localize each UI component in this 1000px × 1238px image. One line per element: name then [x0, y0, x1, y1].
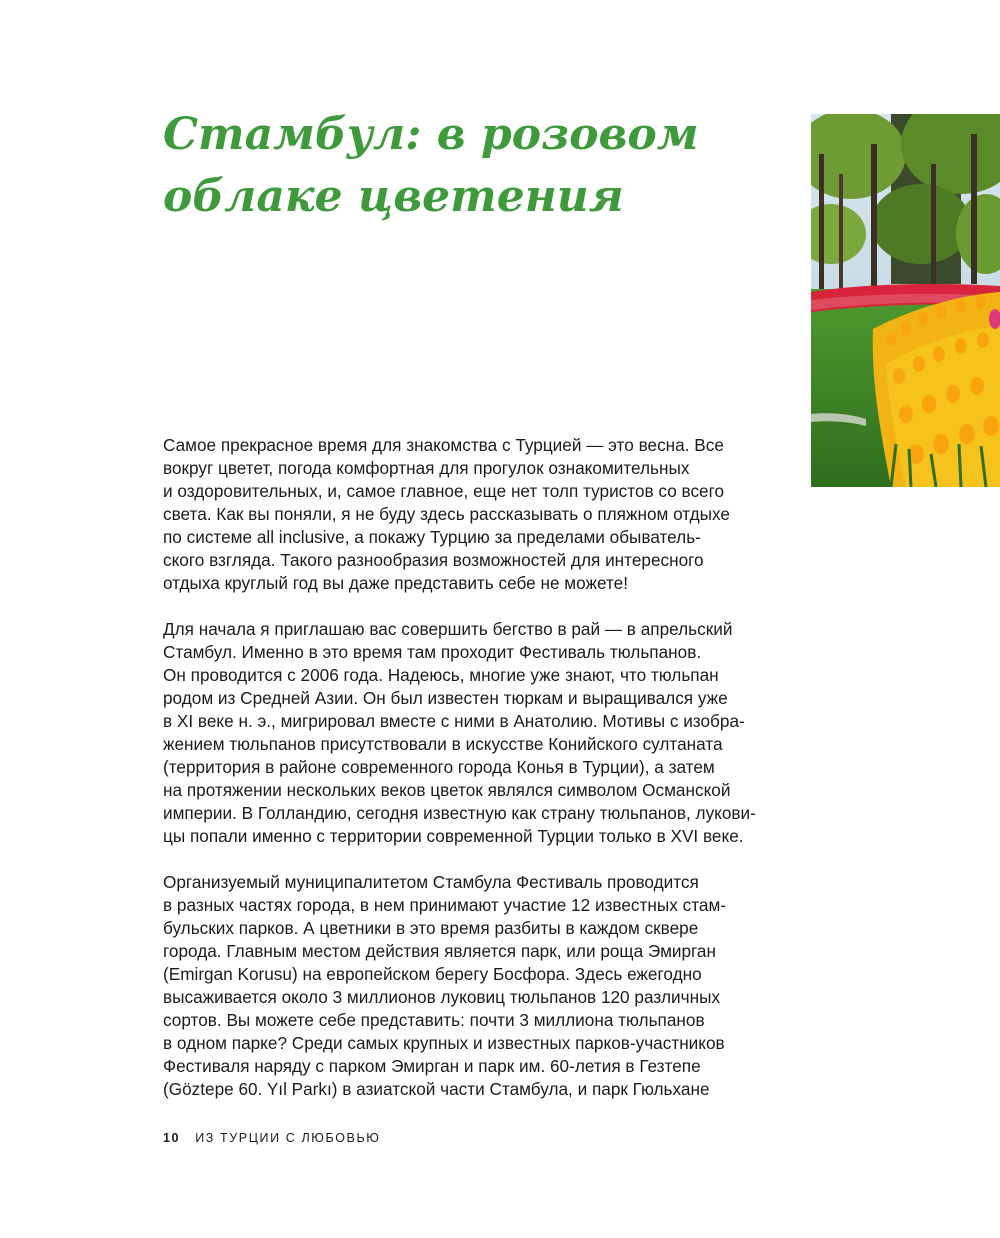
text-line: Организуемый муниципалитетом Стамбула Фестиваль проводится	[163, 872, 699, 892]
text-line: бульских парков. А цветники в это время разбиты в каждом сквере	[163, 918, 699, 938]
page-footer	[163, 1131, 380, 1145]
text-line: империи. В Голландию, сегодня известную как страну тюльпанов, лукови-	[163, 803, 756, 823]
text-line: города. Главным местом действия является парк, или роща Эмирган	[163, 941, 716, 961]
text-line: Стамбул. Именно в это время там проходит Фестиваль тюльпанов.	[163, 642, 702, 662]
text-line: родом из Средней Азии. Он был известен тюркам и выращивался уже	[163, 688, 728, 708]
text-line: (Emirgan Korusu) на европейском берегу Босфора. Здесь ежегодно	[163, 964, 702, 984]
text-line: Фестиваля наряду с парком Эмирган и парк им. 60-летия в Гезтепе	[163, 1056, 701, 1076]
text-line: света. Как вы поняли, я не буду здесь рассказывать о пляжном отдыхе	[163, 504, 730, 524]
text-line: на протяжении нескольких веков цветок являлся символом Османской	[163, 780, 731, 800]
chapter-title-line-1: Стамбул: в розовом	[163, 109, 699, 160]
text-line: (территория в районе современного города Конья в Турции), а затем	[163, 757, 715, 777]
chapter-title	[163, 104, 763, 228]
text-line: и оздоровительных, и, самое главное, еще нет толп туристов со всего	[163, 481, 725, 501]
text-line: вокруг цветет, погода комфортная для прогулок ознакомительных	[163, 458, 690, 478]
paragraph-1	[163, 434, 753, 595]
text-line: отдыха круглый год вы даже представить себе не можете!	[163, 573, 628, 593]
text-line: по системе all inclusive, а покажу Турцию за пределами обыватель-	[163, 527, 701, 547]
text-line: жением тюльпанов присутствовали в искусстве Конийского султаната	[163, 734, 723, 754]
text-line: Для начала я приглашаю вас совершить бегство в рай — в апрельский	[163, 619, 733, 639]
page-number: 10	[163, 1131, 181, 1145]
text-line: сортов. Вы можете себе представить: почти 3 миллиона тюльпанов	[163, 1010, 705, 1030]
text-line: высаживается около 3 миллионов луковиц тюльпанов 120 различных	[163, 987, 721, 1007]
running-title: ИЗ ТУРЦИИ С ЛЮБОВЬЮ	[195, 1131, 381, 1145]
body-text	[163, 434, 756, 1124]
text-line: (Göztepe 60. Yıl Parkı) в азиатской части Стамбула, и парк Гюльхане	[163, 1079, 710, 1099]
paragraph-2	[163, 618, 756, 848]
text-line: в XI веке н. э., мигрировал вместе с ними в Анатолию. Мотивы с изобра-	[163, 711, 745, 731]
text-line: Он проводится с 2006 года. Надеюсь, многие уже знают, что тюльпан	[163, 665, 719, 685]
text-line: в одном парке? Среди самых крупных и известных парков-участников	[163, 1033, 725, 1053]
text-line: в разных частях города, в нем принимают участие 12 известных стам-	[163, 895, 726, 915]
text-line: Самое прекрасное время для знакомства с Турцией — это весна. Все	[163, 435, 724, 455]
tulip-garden-photo	[811, 114, 1000, 487]
text-line: ского взгляда. Такого разнообразия возможностей для интересного	[163, 550, 704, 570]
chapter-title-line-2: облаке цветения	[163, 171, 624, 222]
text-line: цы попали именно с территории современной Турции только в XVI веке.	[163, 826, 744, 846]
paragraph-3	[163, 871, 753, 1101]
